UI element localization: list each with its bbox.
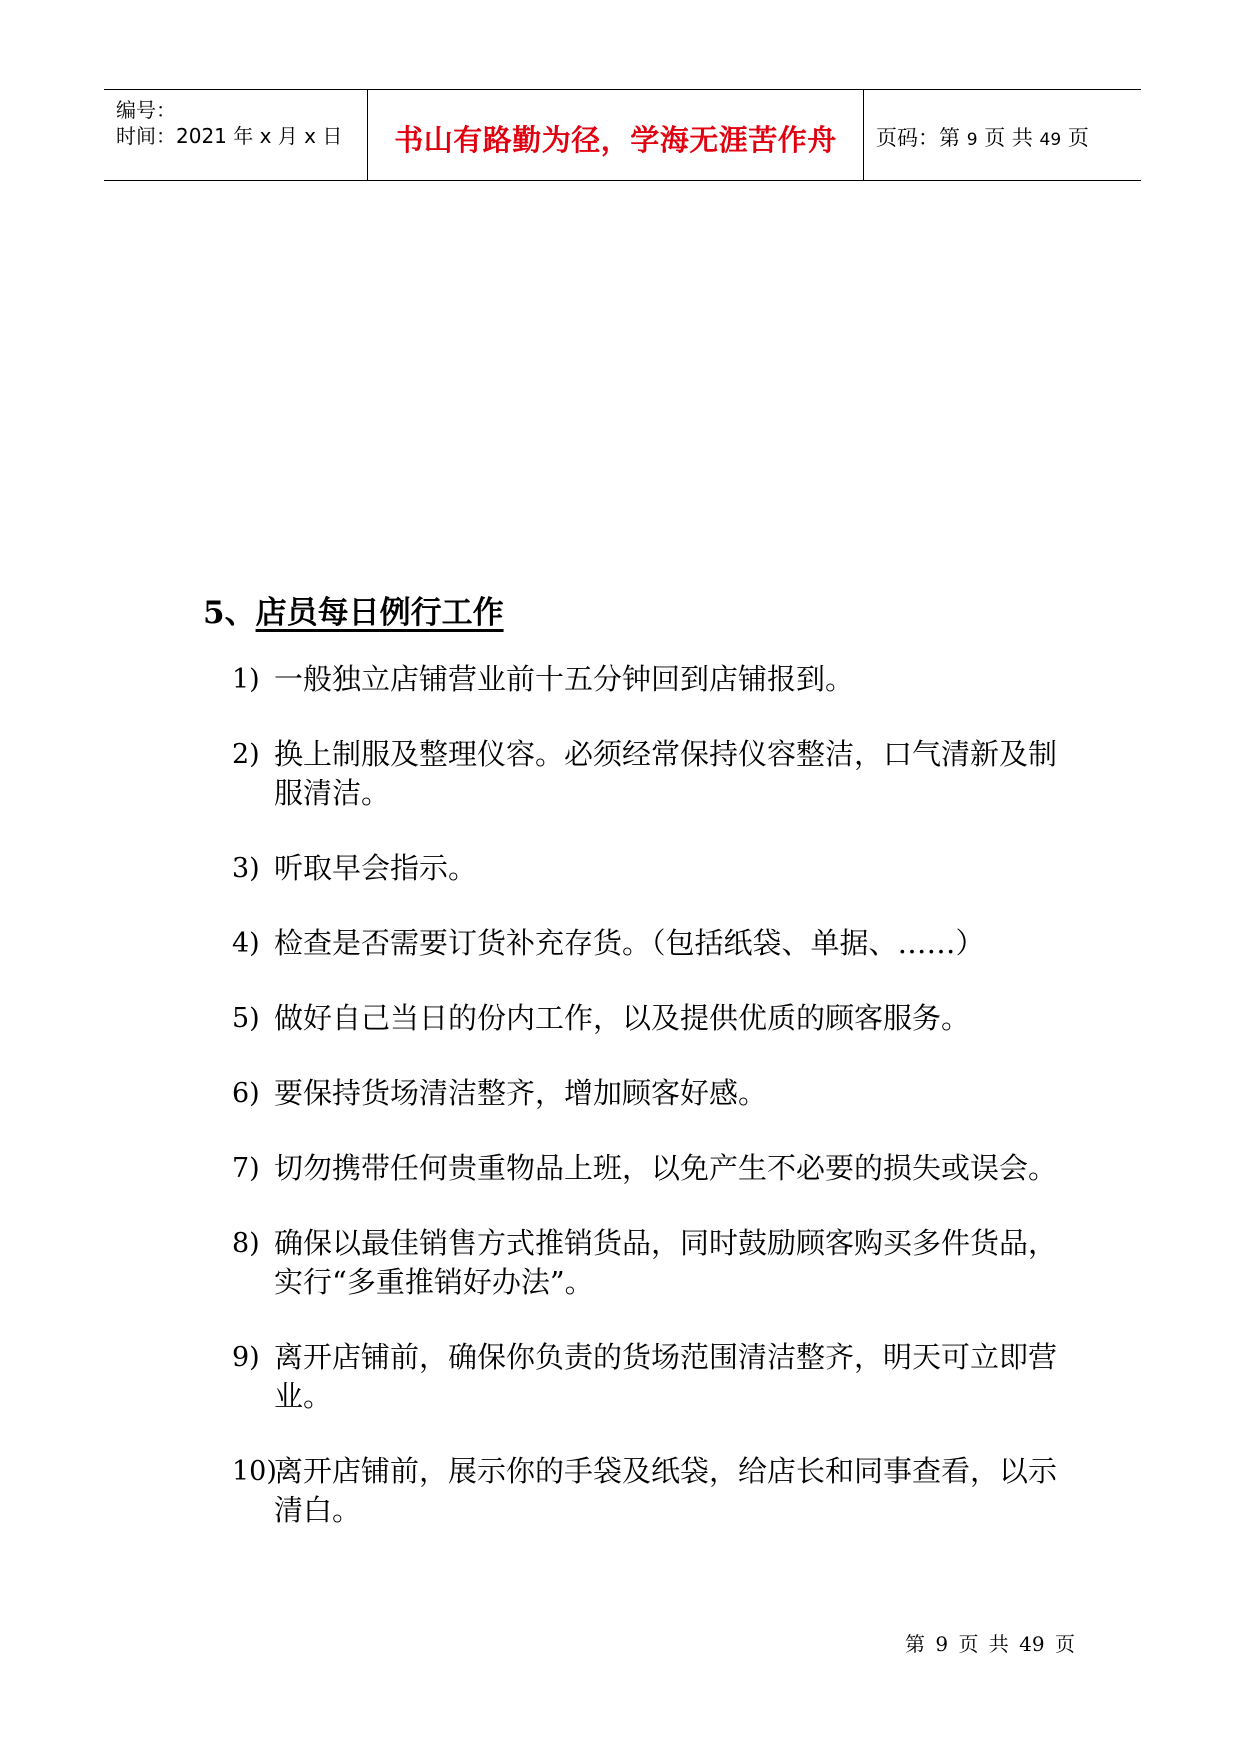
item-text: 检查是否需要订货补充存货。（包括纸袋、单据、……）: [274, 926, 985, 960]
item-number: 9): [232, 1342, 260, 1373]
item-number: 8): [232, 1228, 260, 1259]
section-title: 店员每日例行工作: [255, 595, 504, 631]
document-time-label: 时间：2021 年 x 月 x 日: [116, 124, 343, 148]
section-heading: [203, 587, 504, 632]
header-meta-cell: [104, 90, 368, 180]
item-number: 10): [232, 1456, 277, 1487]
item-text: 离开店铺前，确保你负责的货场范围清洁整齐，明天可立即营业。: [274, 1340, 1058, 1413]
list-item: [232, 999, 1072, 1038]
item-text: 要保持货场清洁整齐，增加顾客好感。: [274, 1076, 768, 1110]
document-number-label: 编号：: [116, 98, 176, 122]
item-number: 3): [232, 853, 260, 884]
item-number: 7): [232, 1153, 260, 1184]
header-motto-cell: [368, 90, 864, 180]
section-number: 5、: [203, 595, 256, 631]
item-number: 5): [232, 1003, 260, 1034]
list-item: [232, 1452, 1072, 1530]
page-prefix: 页码：第: [876, 126, 967, 150]
list-item: [232, 1338, 1072, 1416]
item-text: 听取早会指示。: [274, 851, 478, 885]
item-text: 做好自己当日的份内工作，以及提供优质的顾客服务。: [274, 1001, 971, 1035]
page-footer: 第 9 页 共 49 页: [905, 1632, 1075, 1656]
list-item: [232, 1074, 1072, 1113]
header-page-indicator: [876, 122, 1089, 152]
duty-list: [232, 660, 1072, 1566]
item-number: 1): [232, 664, 260, 695]
item-text: 确保以最佳销售方式推销货品，同时鼓励顾客购买多件货品，实行“多重推销好办法”。: [274, 1226, 1058, 1299]
item-text: 换上制服及整理仪容。必须经常保持仪容整洁，口气清新及制服清洁。: [274, 737, 1058, 810]
item-number: 6): [232, 1078, 260, 1109]
list-item: [232, 1149, 1072, 1188]
page-total: 49: [1039, 130, 1062, 150]
item-text: 一般独立店铺营业前十五分钟回到店铺报到。: [274, 662, 855, 696]
list-item: [232, 924, 1072, 963]
page-header: [104, 89, 1141, 181]
list-item: [232, 735, 1072, 813]
item-number: 4): [232, 928, 260, 959]
item-text: 切勿携带任何贵重物品上班，以免产生不必要的损失或误会。: [274, 1151, 1058, 1185]
page-suffix: 页: [1061, 126, 1089, 150]
item-text: 离开店铺前，展示你的手袋及纸袋，给店长和同事查看，以示清白。: [274, 1454, 1058, 1527]
list-item: [232, 1224, 1072, 1302]
page-current: 9: [966, 130, 978, 150]
list-item: [232, 660, 1072, 699]
header-motto: 书山有路勤为径，学海无涯苦作舟: [394, 123, 837, 157]
header-page-cell: [864, 90, 1141, 180]
item-number: 2): [232, 739, 260, 770]
page-middle: 页 共: [977, 126, 1040, 150]
list-item: [232, 849, 1072, 888]
